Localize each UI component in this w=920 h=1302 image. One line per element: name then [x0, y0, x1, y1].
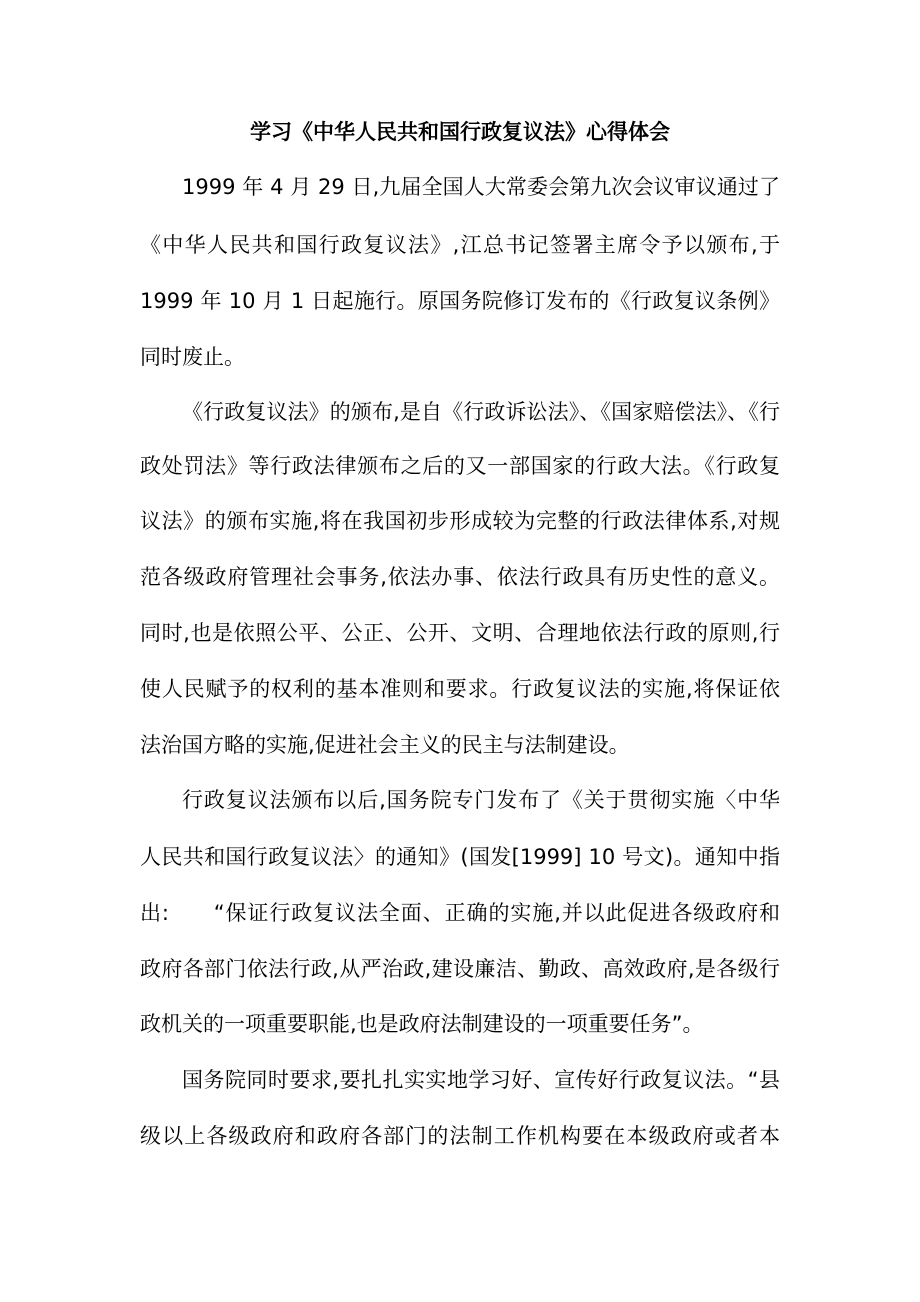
- paragraph-4-line-1: 国务院同时要求,要扎扎实实地学习好、宣传好行政复议法。“县: [182, 1068, 780, 1092]
- paragraph-2-line-2: 政处罚法》等行政法律颁布之后的又一部国家的行政大法。《行政复: [140, 454, 780, 478]
- paragraph-2-line-5: 同时,也是依照公平、公正、公开、文明、合理地依法行政的原则,行: [140, 621, 780, 645]
- paragraph-3-line-3: 出: “保证行政复议法全面、正确的实施,并以此促进各级政府和: [140, 901, 780, 925]
- paragraph-2-line-6: 使人民赋予的权利的基本准则和要求。行政复议法的实施,将保证依: [140, 677, 780, 701]
- paragraph-2-line-7: 法治国方略的实施,促进社会主义的民主与法制建设。: [140, 733, 630, 757]
- paragraph-1-line-3: 1999 年 10 月 1 日起施行。原国务院修订发布的《行政复议条例》: [140, 289, 780, 313]
- paragraph-3-line-5: 政机关的一项重要职能,也是政府法制建设的一项重要任务”。: [140, 1012, 704, 1036]
- paragraph-2-line-3: 议法》的颁布实施,将在我国初步形成较为完整的行政法律体系,对规: [140, 509, 780, 533]
- document-title: 学习《中华人民共和国行政复议法》心得体会: [250, 120, 670, 144]
- paragraph-3-line-2: 人民共和国行政复议法〉的通知》(国发[1999] 10 号文)。通知中指: [140, 845, 780, 869]
- paragraph-2-line-1: 《行政复议法》的颁布,是自《行政诉讼法》、《国家赔偿法》、《行: [182, 400, 780, 424]
- paragraph-1-line-1: 1999 年 4 月 29 日,九届全国人大常委会第九次会议审议通过了: [182, 175, 780, 199]
- paragraph-3-line-4: 政府各部门依法行政,从严治政,建设廉洁、勤政、高效政府,是各级行: [140, 957, 780, 981]
- paragraph-2-line-4: 范各级政府管理社会事务,依法办事、依法行政具有历史性的意义。: [140, 565, 780, 589]
- paragraph-1-line-4: 同时废止。: [140, 345, 245, 369]
- paragraph-1-line-2: 《中华人民共和国行政复议法》,江总书记签署主席令予以颁布,于: [140, 233, 780, 257]
- paragraph-4-line-2: 级以上各级政府和政府各部门的法制工作机构要在本级政府或者本: [140, 1124, 780, 1148]
- paragraph-3-line-1: 行政复议法颁布以后,国务院专门发布了《关于贯彻实施〈中华: [182, 788, 780, 812]
